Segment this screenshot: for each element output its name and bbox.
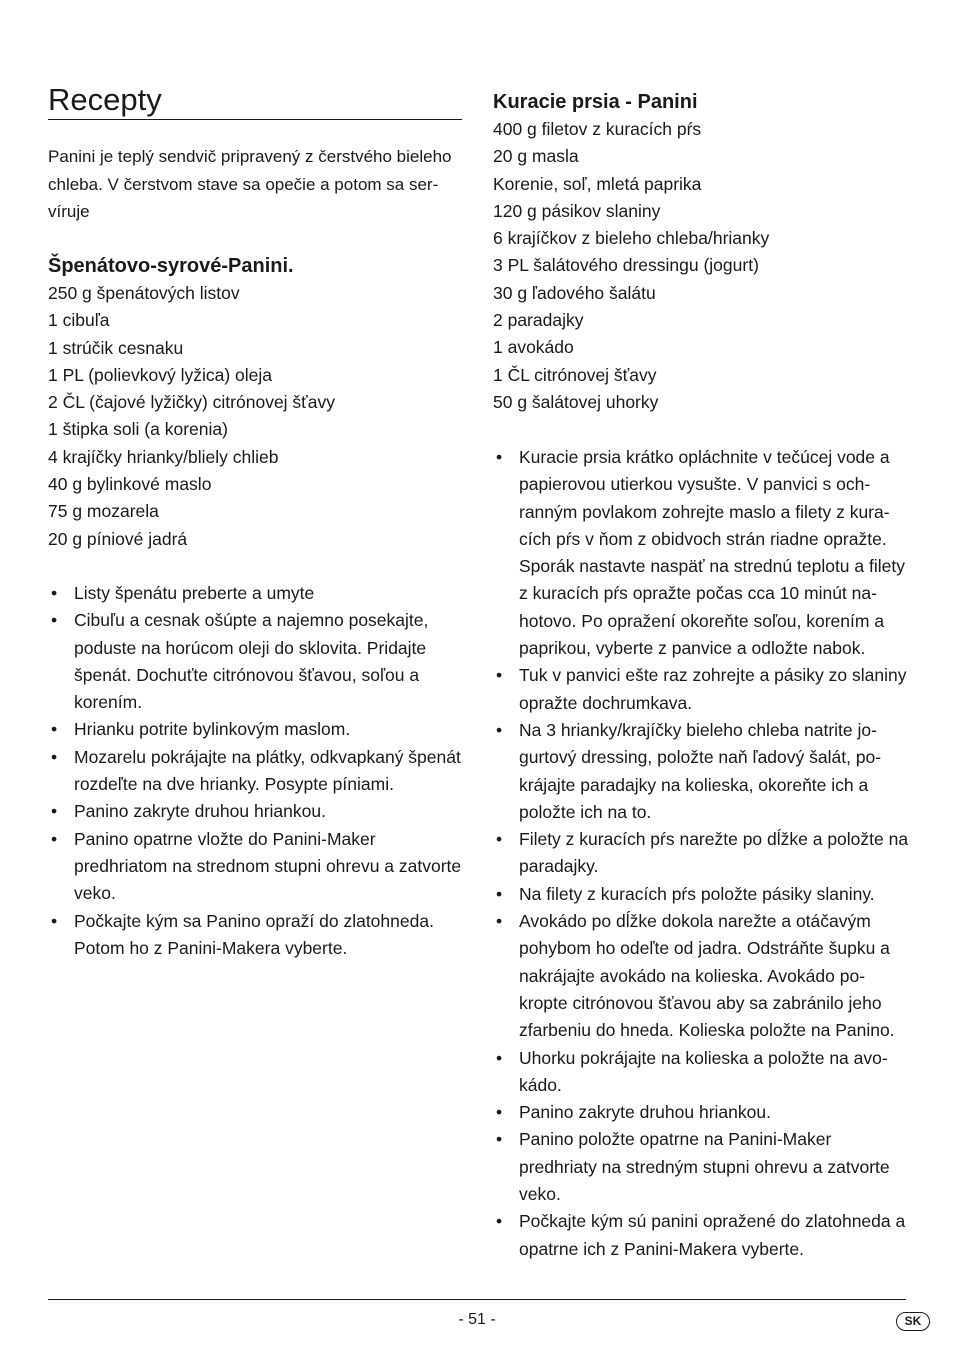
step-text: Avokádo po dĺžke dokola narežte a otáčavým pohybom ho odeľte od jadra. Odstráňte šupku a nakrájajte avokádo na kolieska. Avokádo po-kropte citrónovou šťavou aby sa zabránilo jeho zfarbeniu do hneda. Kolieska položte na Panino.	[519, 911, 895, 1041]
step-item	[493, 1126, 909, 1208]
bullet-icon: •	[496, 665, 503, 686]
title-divider	[48, 119, 462, 120]
ingredient-item: 20 g píniové jadrá	[48, 528, 188, 549]
ingredient-item: 1 strúčik cesnaku	[48, 337, 184, 358]
step-item	[48, 826, 462, 908]
recipe2-title: Kuracie prsia - Panini	[493, 91, 698, 113]
bullet-icon: •	[51, 801, 58, 822]
step-text: Listy špenátu preberte a umyte	[74, 583, 315, 603]
bullet-icon: •	[51, 719, 58, 740]
step-item	[493, 662, 909, 717]
step-text: Hrianku potrite bylinkovým maslom.	[74, 719, 351, 740]
step-text: Cibuľu a cesnak ošúpte a najemno posekajte, poduste na horúcom oleji do sklovita. Pridajte špenát. Dochuťte citrónovou šťavou, soľou a korením.	[74, 610, 429, 713]
ingredient-item: 3 PL šalátového dressingu (jogurt)	[493, 255, 759, 276]
bullet-icon: •	[496, 1047, 503, 1068]
step-text: Mozarelu pokrájajte na plátky, odkvapkaný špenát rozdeľte na dve hrianky. Posypte píniami.	[74, 746, 461, 795]
recipe1-ingredients	[48, 280, 335, 553]
bullet-icon: •	[496, 447, 503, 467]
step-item	[48, 580, 462, 607]
step-text: Filety z kuracích pŕs narežte po dĺžke a položte na paradajky.	[519, 829, 909, 877]
step-text: Na filety z kuracích pŕs položte pásiky slaniny.	[519, 883, 875, 904]
step-item	[48, 716, 462, 743]
step-text: Počkajte kým sú panini opražené do zlatohneda a opatrne ich z Panini-Makera vyberte.	[519, 1211, 906, 1259]
ingredient-item: 50 g šalátovej uhorky	[493, 391, 659, 412]
step-item	[493, 1045, 909, 1100]
step-item	[493, 908, 909, 1044]
step-item	[48, 744, 462, 799]
ingredient-item: 30 g ľadového šalátu	[493, 282, 656, 303]
bullet-icon: •	[496, 1129, 503, 1150]
page-number: - 51 -	[458, 1311, 496, 1328]
recipe1-steps	[48, 580, 462, 962]
ingredient-item: 250 g špenátových listov	[48, 283, 240, 303]
ingredient-item: 6 krajíčkov z bieleho chleba/hrianky	[493, 228, 770, 249]
step-item	[493, 717, 909, 826]
ingredient-item: 2 ČL (čajové lyžičky) citrónovej šťavy	[48, 392, 335, 413]
ingredient-item: 1 ČL citrónovej šťavy	[493, 364, 657, 385]
ingredient-item: 1 štipka soli (a korenia)	[48, 419, 228, 440]
intro-paragraph	[48, 143, 458, 226]
ingredient-item: 40 g bylinkové maslo	[48, 474, 212, 495]
step-text: Tuk v panvici ešte raz zohrejte a pásiky zo slaniny opražte dochrumkava.	[519, 665, 907, 713]
recipe2-ingredients	[493, 116, 769, 416]
intro-text: Panini je teplý sendvič pripravený z čerstvého bieleho chleba. V čerstvom stave sa opečie a potom sa ser-víruje	[48, 147, 452, 221]
step-text: Panino opatrne vložte do Panini-Maker predhriatom na strednom stupni ohrevu a zatvorte veko.	[74, 828, 462, 904]
step-text: Počkajte kým sa Panino opraží do zlatohneda. Potom ho z Panini-Makera vyberte.	[74, 910, 434, 958]
step-text: Uhorku pokrájajte na kolieska a položte na avo-kádo.	[519, 1047, 888, 1095]
ingredient-item: 2 paradajky	[493, 310, 584, 331]
step-item	[48, 607, 462, 716]
bullet-icon: •	[51, 583, 58, 603]
step-item	[493, 1208, 909, 1263]
step-text: Kuracie prsia krátko opláchnite v tečúcej vode a papierovou utierkou vysušte. V panvici s och-ranným povlakom zohrejte maslo a filety z kura-cích pŕs v ňom z obidvoch strán riadne opražte. Sporák nastavte naspäť na strednú teplotu a filety z kuracích pŕs opražte počas cca 10 minút na-hotovo. Po opražení okoreňte soľou, korením a paprikou, vyberte z panvice a odložte nabok.	[519, 447, 905, 659]
page-title: Recepty	[48, 82, 162, 117]
step-text: Panino zakryte druhou hriankou.	[74, 801, 326, 822]
ingredient-item: 1 PL (polievkový lyžica) oleja	[48, 364, 273, 385]
recipe2-steps	[493, 444, 909, 1263]
ingredient-item: 20 g masla	[493, 146, 579, 167]
step-item	[48, 908, 462, 963]
step-item	[48, 798, 462, 825]
ingredient-item: 75 g mozarela	[48, 501, 159, 522]
bullet-icon: •	[496, 1102, 503, 1123]
ingredient-item: 1 cibuľa	[48, 310, 110, 331]
bullet-icon: •	[51, 610, 58, 631]
step-item	[493, 444, 909, 662]
bullet-icon: •	[51, 910, 58, 931]
ingredient-item: Korenie, soľ, mletá paprika	[493, 173, 702, 194]
step-item	[493, 1099, 909, 1126]
step-text: Panino položte opatrne na Panini-Maker predhriaty na stredným stupni ohrevu a zatvorte veko.	[519, 1129, 890, 1205]
step-text: Na 3 hrianky/krajíčky bieleho chleba natrite jo-gurtový dressing, položte naň ľadový šalát, po-krájajte paradajky na kolieska, okoreňte ich a položte ich na to.	[519, 719, 882, 822]
bullet-icon: •	[496, 883, 503, 904]
ingredient-item: 120 g pásikov slaniny	[493, 200, 661, 221]
bullet-icon: •	[496, 829, 503, 850]
step-text: Panino zakryte druhou hriankou.	[519, 1102, 771, 1123]
recipe1-title: Špenátovo-syrové-Panini.	[48, 255, 294, 277]
bullet-icon: •	[51, 828, 58, 849]
language-badge: SK	[896, 1312, 930, 1331]
bullet-icon: •	[51, 746, 58, 767]
ingredient-item: 400 g filetov z kuracích pŕs	[493, 119, 702, 139]
ingredient-item: 1 avokádo	[493, 337, 574, 358]
bullet-icon: •	[496, 911, 503, 932]
step-item	[493, 881, 909, 908]
bullet-icon: •	[496, 1211, 503, 1232]
bullet-icon: •	[496, 719, 503, 740]
footer-divider	[48, 1299, 906, 1300]
ingredient-item: 4 krajíčky hrianky/bliely chlieb	[48, 446, 279, 467]
step-item	[493, 826, 909, 881]
